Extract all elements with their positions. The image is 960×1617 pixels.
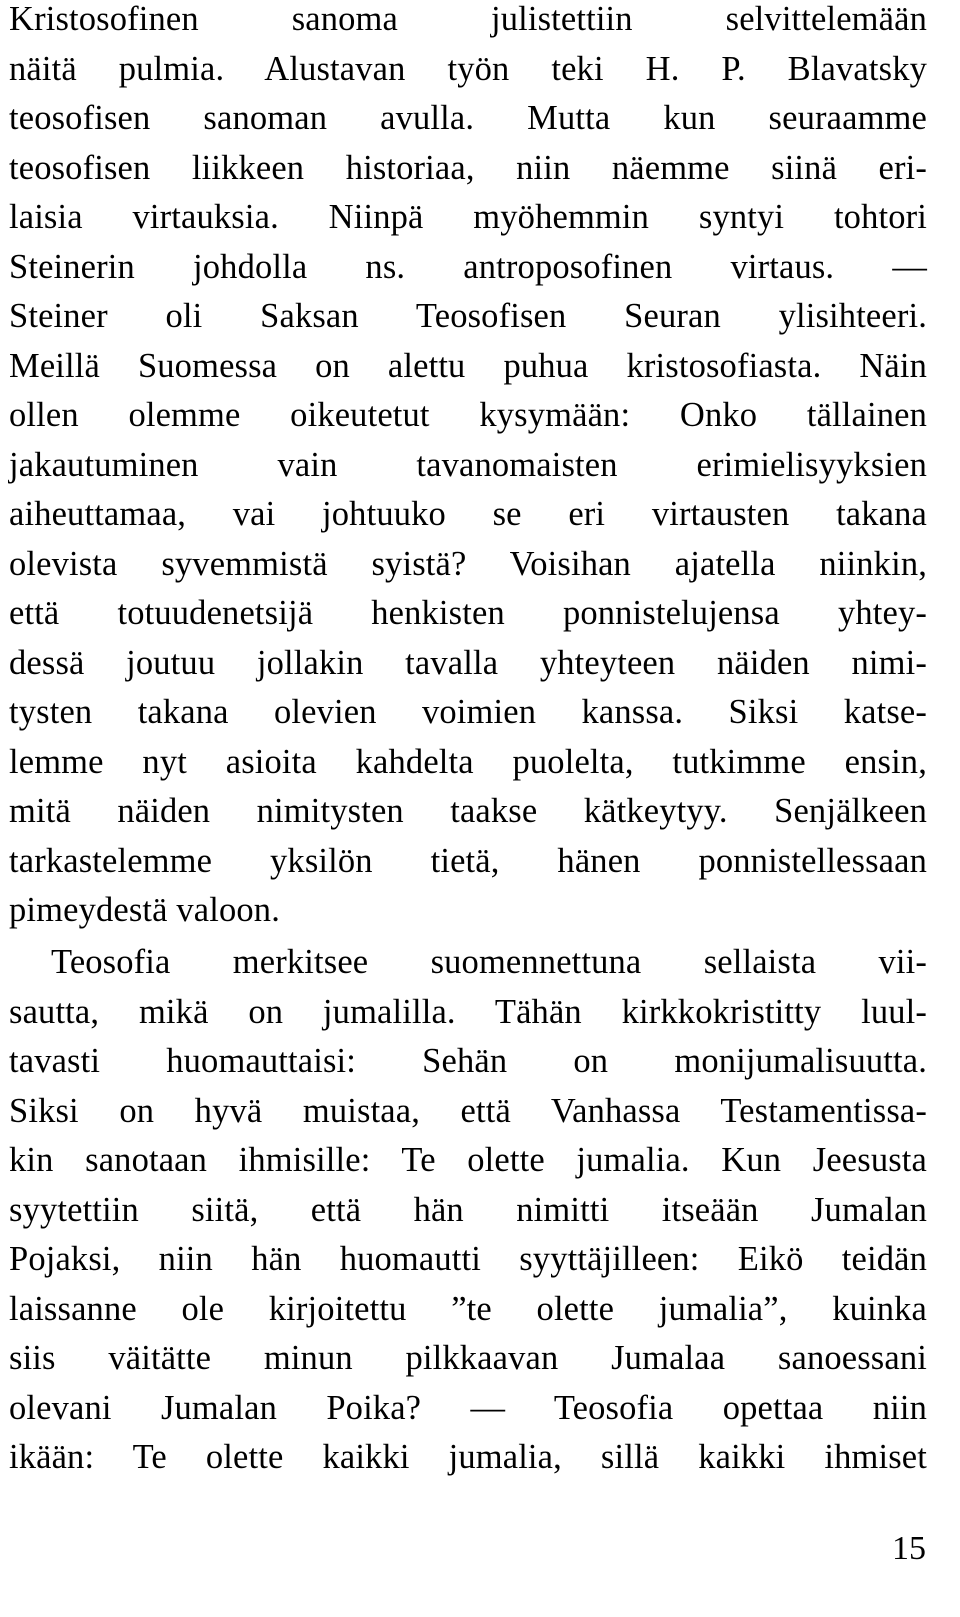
text-line: olevista syvemmistä syistä? Voisihan ajatella niinkin, [9,544,927,583]
text-line: Kristosofinen sanoma julistettiin selvittelemään [9,0,927,38]
text-line: lemme nyt asioita kahdelta puolelta, tutkimme ensin, [9,742,927,781]
text-line: sautta, mikä on jumalilla. Tähän kirkkokristitty luul- [9,992,927,1031]
text-line: Siksi on hyvä muistaa, että Vanhassa Testamentissa- [9,1091,927,1130]
text-line: mitä näiden nimitysten taakse kätkeytyy. Senjälkeen [9,792,927,830]
text-line: Steiner oli Saksan Teosofisen Seuran ylisihteeri. [9,297,927,335]
text-line: Meillä Suomessa on alettu puhua kristosofiasta. Näin [9,346,927,385]
text-line: Steinerin johdolla ns. antroposofinen virtaus. — [9,247,927,286]
text-line: näitä pulmia. Alustavan työn teki H. P. Blavatsky [9,49,927,88]
text-line: Teosofia merkitsee suomennettuna sellaista vii- [51,943,927,981]
text-line: tarkastelemme yksilön tietä, hänen ponnistellessaan [9,841,927,880]
page-number: 15 [892,1530,926,1567]
text-line: teosofisen sanoman avulla. Mutta kun seuraamme [9,99,927,137]
text-line: jakautuminen vain tavanomaisten erimielisyyksien [9,445,927,484]
text-line: Pojaksi, niin hän huomautti syyttäjilleen: Eikö teidän [9,1240,927,1278]
text-line: pimeydestä valoon. [9,891,280,929]
text-line: syytettiin siitä, että hän nimitti itseään Jumalan [9,1190,927,1229]
text-line: tavasti huomauttaisi: Sehän on monijumalisuutta. [9,1042,927,1080]
text-line: että totuudenetsijä henkisten ponnistelujensa yhtey- [9,594,927,632]
text-line: dessä joutuu jollakin tavalla yhteyteen näiden nimi- [9,643,927,682]
text-line: ollen olemme oikeutetut kysymään: Onko tällainen [9,396,927,434]
paragraph-1 [9,0,927,936]
text-line: tysten takana olevien voimien kanssa. Siksi katse- [9,693,927,731]
text-line: laissanne ole kirjoitettu ”te olette jumalia”, kuinka [9,1289,927,1328]
text-line: olevani Jumalan Poika? — Teosofia opettaa niin [9,1388,927,1427]
text-line: laisia virtauksia. Niinpä myöhemmin syntyi tohtori [9,198,927,236]
text-line: aiheuttamaa, vai johtuuko se eri virtausten takana [9,495,927,533]
text-line: kin sanotaan ihmisille: Te olette jumalia. Kun Jeesusta [9,1141,927,1179]
text-line: ikään: Te olette kaikki jumalia, sillä kaikki ihmiset [9,1438,927,1476]
text-line: teosofisen liikkeen historiaa, niin näemme siinä eri- [9,148,927,187]
text-line: siis väitätte minun pilkkaavan Jumalaa sanoessani [9,1339,927,1377]
paragraph-2 [9,938,927,1483]
